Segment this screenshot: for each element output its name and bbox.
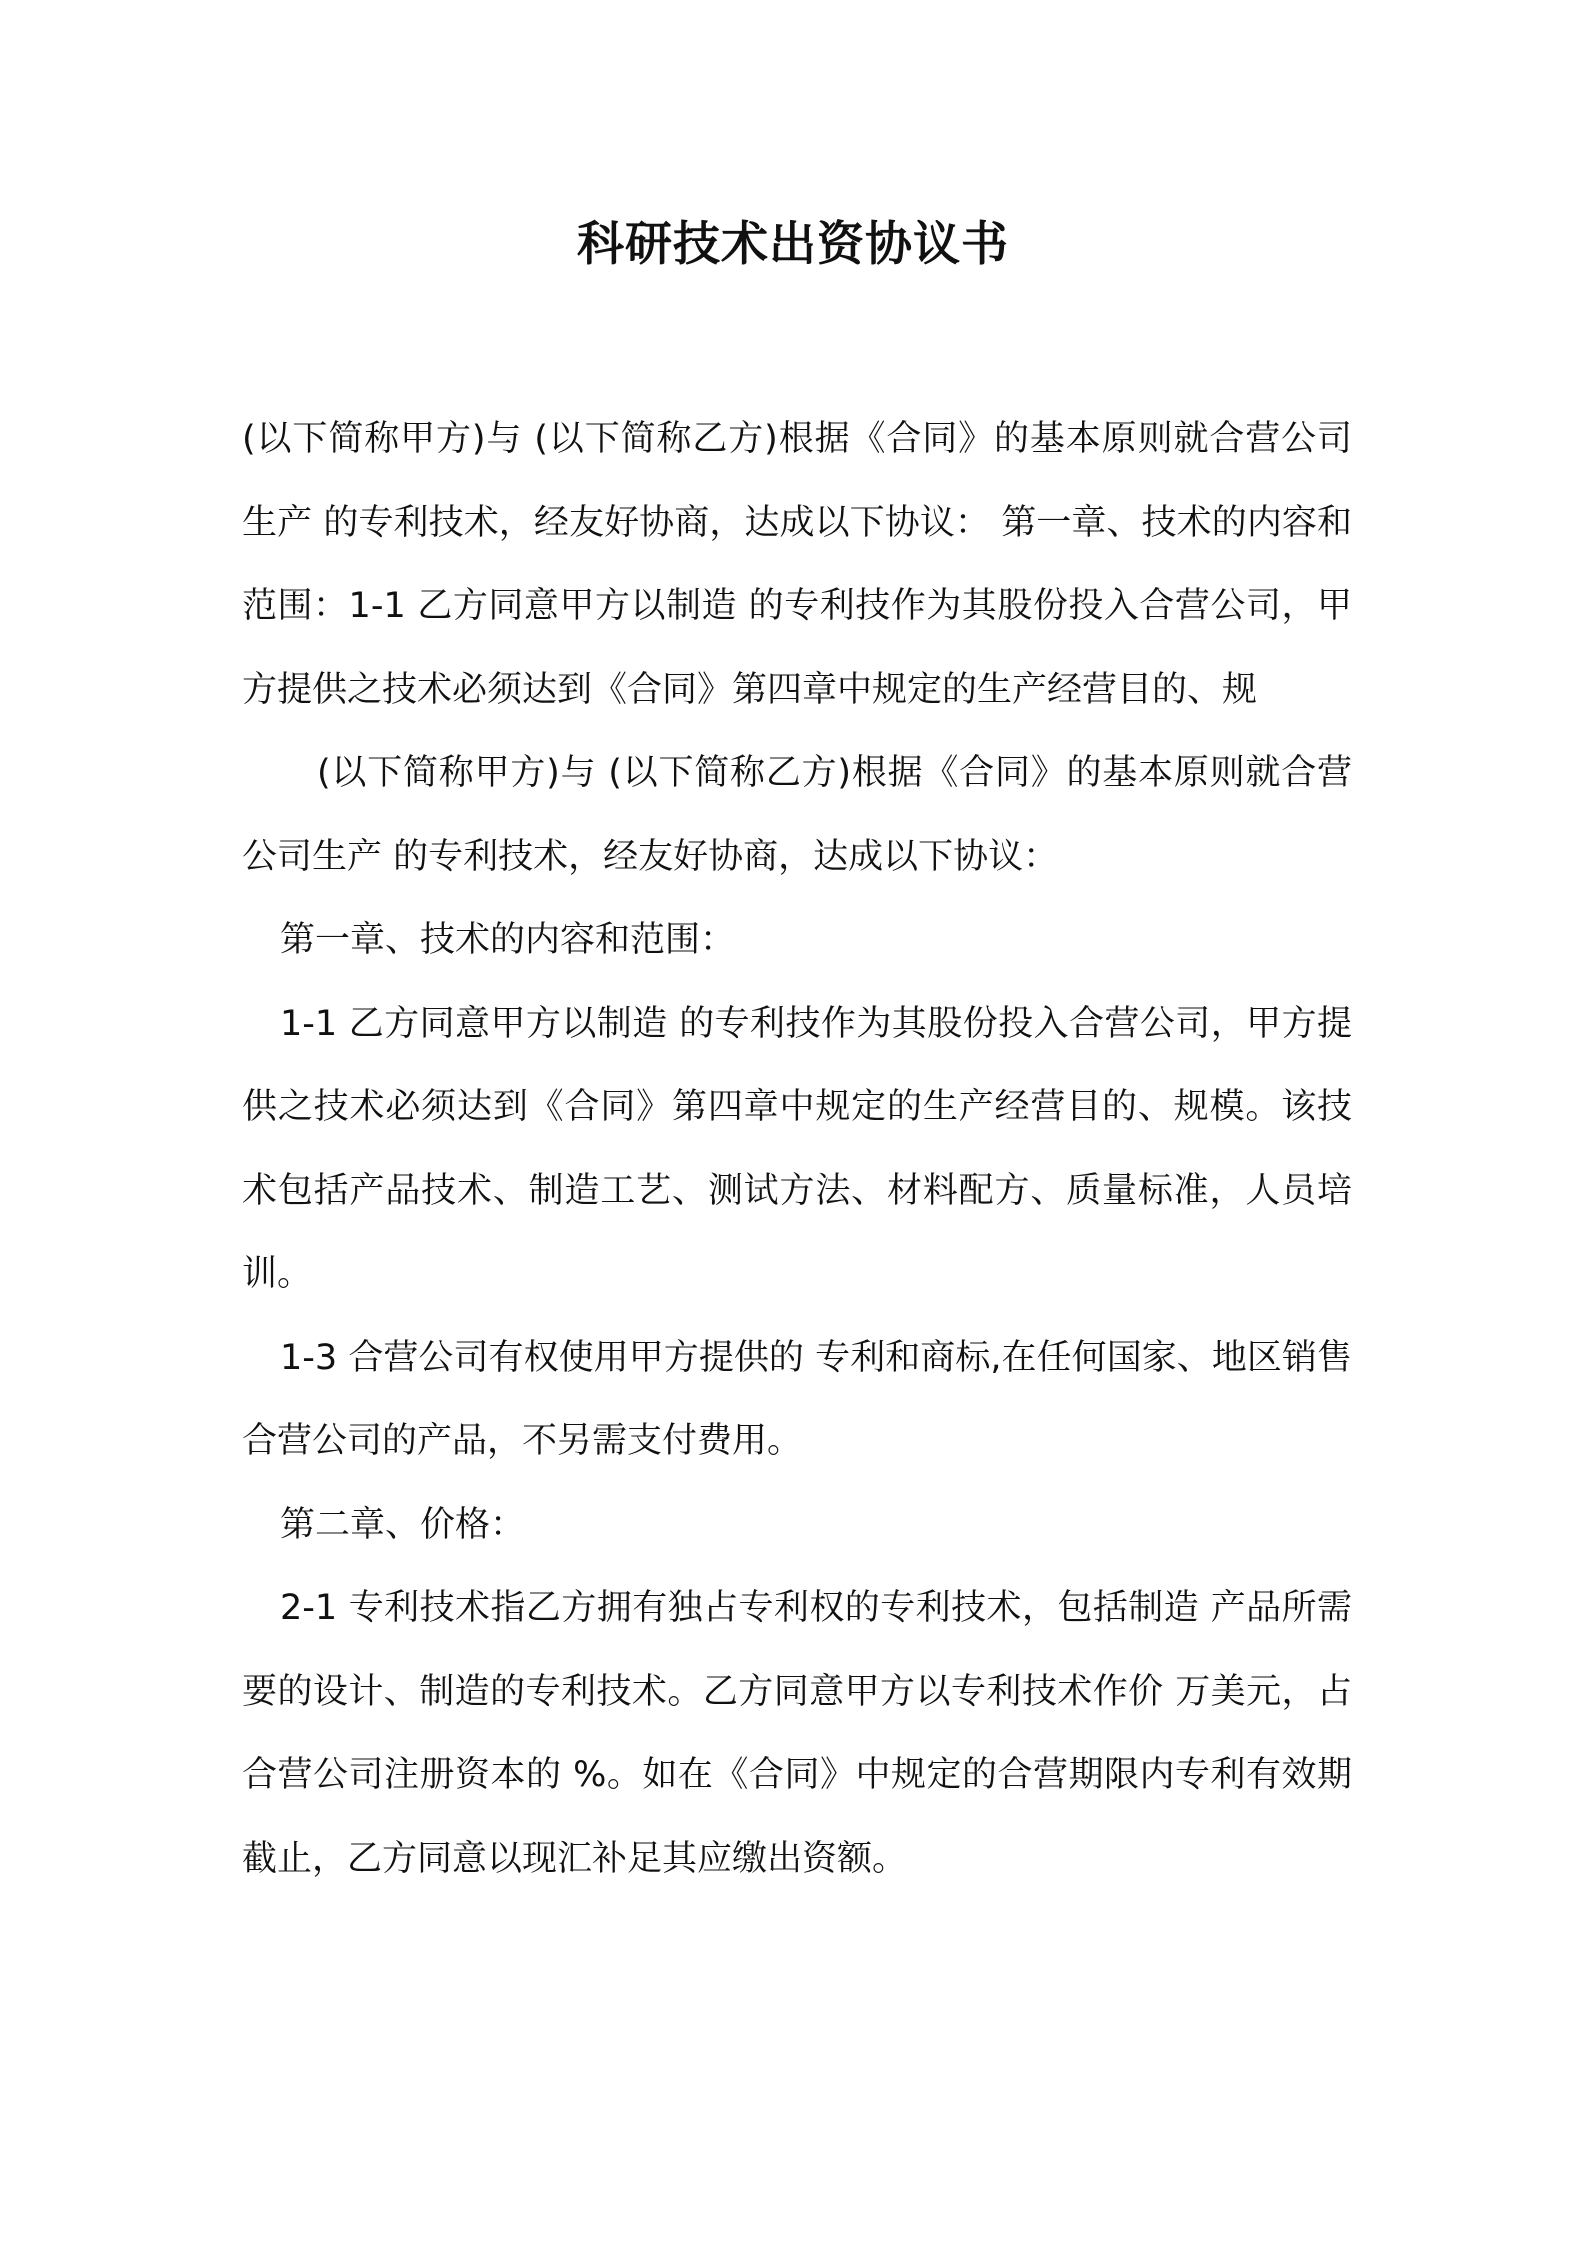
clause-2-1: 2-1 专利技术指乙方拥有独占专利权的专利技术，包括制造 产品所需要的设计、制造的专利技术。乙方同意甲方以专利技术作价 万美元，占合营公司注册资本的 %。如在《合同》中规定的合营期限内专利有效期截止，乙方同意以现汇补足其应缴出资额。: [242, 1588, 1352, 1879]
chapter-1-heading: 第一章、技术的内容和范围：: [280, 920, 736, 960]
clause-1-3: 1-3 合营公司有权使用甲方提供的 专利和商标,在任何国家、地区销售合营公司的产品，不另需支付费用。: [242, 1337, 1352, 1461]
document-title: 科研技术出资协议书: [577, 217, 1009, 272]
paragraph-intro: (以下简称甲方)与 (以下简称乙方)根据《合同》的基本原则就合营公司生产 的专利技术，经友好协商，达成以下协议：: [242, 753, 1352, 877]
chapter-2-heading: 第二章、价格：: [280, 1504, 526, 1545]
clause-1-1: 1-1 乙方同意甲方以制造 的专利技作为其股份投入合营公司，甲方提供之技术必须达到《合同》第四章中规定的生产经营目的、规模。该技术包括产品技术、制造工艺、测试方法、材料配方、质量标准，人员培训。: [242, 1003, 1352, 1294]
paragraph-summary: (以下简称甲方)与 (以下简称乙方)根据《合同》的基本原则就合营公司生产 的专利技术，经友好协商，达成以下协议： 第一章、技术的内容和范围：1-1 乙方同意甲方以制造 的专利技作为其股份投入合营公司，甲方提供之技术必须达到《合同》第四章中规定的生产经营目的、规: [242, 419, 1352, 710]
document-body: [242, 398, 1352, 1901]
